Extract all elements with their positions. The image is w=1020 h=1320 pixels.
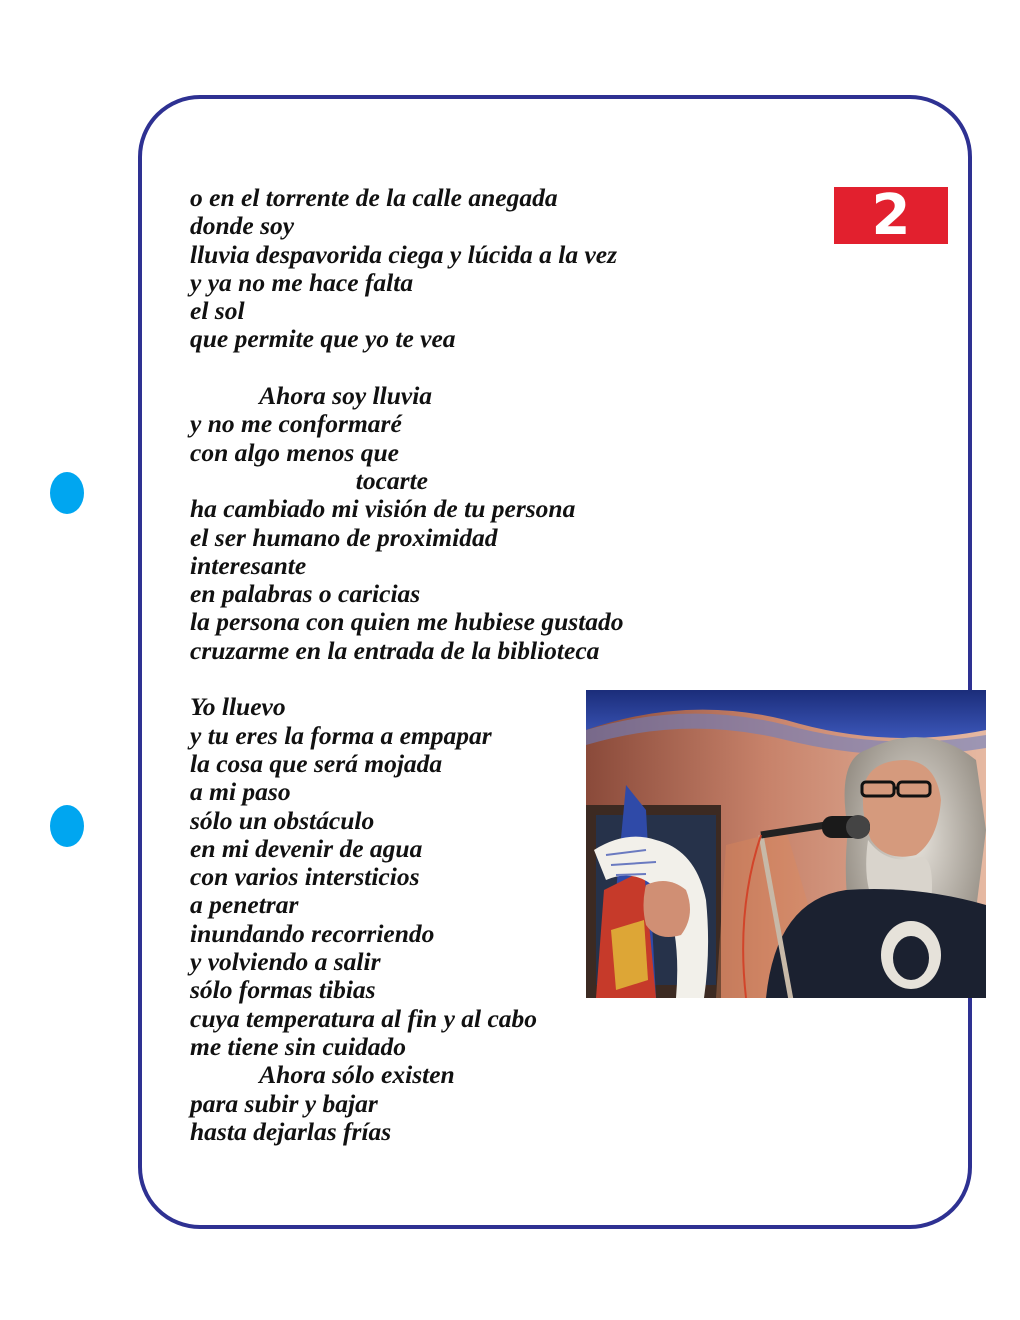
stanza-break bbox=[190, 354, 624, 382]
poem-line: sólo formas tibias bbox=[190, 975, 376, 1005]
poem-line: y volviendo a salir bbox=[190, 947, 381, 977]
poem-line: para subir y bajar bbox=[190, 1088, 378, 1118]
poem-line: hasta dejarlas frías bbox=[190, 1116, 392, 1146]
poem-line: la cosa que será mojada bbox=[190, 748, 443, 778]
poem-line: en mi devenir de agua bbox=[190, 833, 423, 863]
poem-text bbox=[190, 184, 624, 1146]
poem-line: Yo lluevo bbox=[190, 692, 286, 722]
poem-line: con varios intersticios bbox=[190, 862, 420, 892]
poem-line: cruzarme en la entrada de la biblioteca bbox=[190, 635, 600, 665]
poem-line: sólo un obstáculo bbox=[190, 805, 375, 835]
poem-line: donde soy bbox=[190, 211, 295, 241]
poem-line: el ser humano de proximidad bbox=[190, 522, 498, 552]
binder-hole-top bbox=[50, 472, 84, 514]
poem-line: con algo menos que bbox=[190, 437, 399, 467]
poem-line: Ahora soy lluvia bbox=[190, 381, 433, 411]
poem-line: a mi paso bbox=[190, 777, 291, 807]
poem-line: cuya temperatura al fin y al cabo bbox=[190, 1003, 538, 1033]
poem-line: o en el torrente de la calle anegada bbox=[190, 183, 558, 212]
poem-line: me tiene sin cuidado bbox=[190, 1031, 407, 1061]
poem-line: el sol bbox=[190, 296, 245, 326]
poem-line: interesante bbox=[190, 550, 307, 580]
poem-line: la persona con quien me hubiese gustado bbox=[190, 607, 624, 637]
stanza-break bbox=[190, 665, 624, 693]
poem-line: Ahora sólo existen bbox=[190, 1060, 455, 1090]
poem-line: y tu eres la forma a empapar bbox=[190, 720, 492, 750]
page-number-badge: 2 bbox=[834, 187, 948, 244]
poem-line: en palabras o caricias bbox=[190, 579, 421, 609]
poem-line: y ya no me hace falta bbox=[190, 267, 414, 297]
poem-line: ha cambiado mi visión de tu persona bbox=[190, 494, 576, 524]
poem-line: que permite que yo te vea bbox=[190, 324, 456, 354]
binder-hole-bottom bbox=[50, 805, 84, 847]
poem-line: tocarte bbox=[190, 465, 428, 495]
poem-line: lluvia despavorida ciega y lúcida a la vez bbox=[190, 239, 618, 269]
poem-line: a penetrar bbox=[190, 890, 299, 920]
poem-line: inundando recorriendo bbox=[190, 918, 435, 948]
poet-reading-photo bbox=[586, 690, 986, 998]
poem-line: y no me conformaré bbox=[190, 409, 402, 439]
